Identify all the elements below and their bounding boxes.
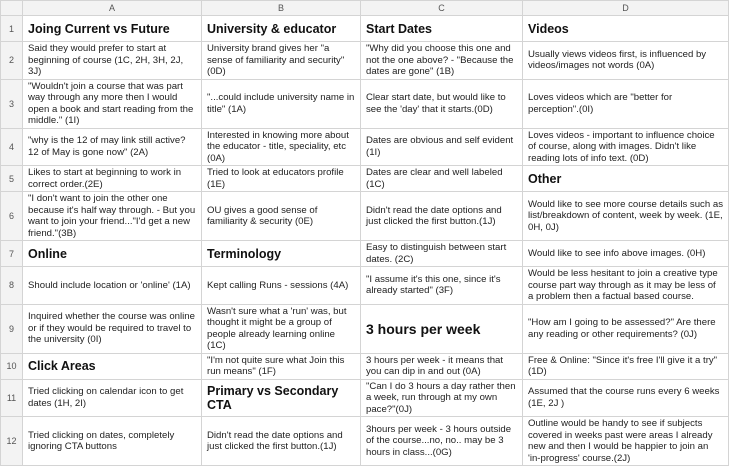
table-row <box>1 192 729 241</box>
cell-c3[interactable]: Clear start date, but would like to see the 'day' that it starts.(0D) <box>361 79 523 128</box>
cell-d8[interactable]: Would be less hesitant to join a creative type course part way through as it may be less of a problem then a factual based course. <box>523 267 729 305</box>
cell-d6[interactable]: Would like to see more course details such as list/breakdown of content, week by week. (1E, 0H, 0J) <box>523 192 729 241</box>
cell-a1[interactable]: Joing Current vs Future <box>23 16 202 42</box>
cell-a5[interactable]: Likes to start at beginning to work in correct order.(2E) <box>23 166 202 192</box>
cell-d3[interactable]: Loves videos which are "better for perception".(0I) <box>523 79 729 128</box>
cell-c2[interactable]: "Why did you choose this one and not the one above? - "Because the dates are gone" (1B) <box>361 42 523 80</box>
cell-a9[interactable]: Inquired whether the course was online or if they would be required to travel to the university (0I) <box>23 304 202 353</box>
cell-c9[interactable]: 3 hours per week <box>361 304 523 353</box>
row-header[interactable]: 1 <box>1 16 23 42</box>
cell-a7[interactable]: Online <box>23 241 202 267</box>
cell-c1[interactable]: Start Dates <box>361 16 523 42</box>
cell-b6[interactable]: OU gives a good sense of familiarity & security (0E) <box>202 192 361 241</box>
row-header[interactable]: 5 <box>1 166 23 192</box>
cell-d10[interactable]: Free & Online: "Since it's free I'll give it a try" (1D) <box>523 353 729 379</box>
row-header[interactable]: 11 <box>1 379 23 417</box>
row-header[interactable]: 12 <box>1 417 23 466</box>
cell-d12[interactable]: Outline would be handy to see if subjects covered in weeks past were areas I already new and then I would be happier to join an 'in-progress' course.(2J) <box>523 417 729 466</box>
column-header-c[interactable]: C <box>361 1 523 16</box>
table-row <box>1 79 729 128</box>
cell-c8[interactable]: "I assume it's this one, since it's already started" (3F) <box>361 267 523 305</box>
cell-d2[interactable]: Usually views videos first, is influenced by videos/images not words (0A) <box>523 42 729 80</box>
cell-d4[interactable]: Loves videos - important to influence choice of course, along with images. Didn't like reading lots of info text. (0D) <box>523 128 729 166</box>
cell-b9[interactable]: Wasn't sure what a 'run' was, but thought it might be a group of people already learning online (1C) <box>202 304 361 353</box>
cell-b7[interactable]: Terminology <box>202 241 361 267</box>
column-header-d[interactable]: D <box>523 1 729 16</box>
cell-b5[interactable]: Tried to look at educators profile (1E) <box>202 166 361 192</box>
table-row <box>1 304 729 353</box>
row-header[interactable]: 2 <box>1 42 23 80</box>
select-all-corner[interactable] <box>1 1 23 16</box>
table-row <box>1 241 729 267</box>
cell-b12[interactable]: Didn't read the date options and just clicked the first button.(1J) <box>202 417 361 466</box>
cell-b11[interactable]: Primary vs Secondary CTA <box>202 379 361 417</box>
cell-a10[interactable]: Click Areas <box>23 353 202 379</box>
table-row <box>1 379 729 417</box>
cell-b4[interactable]: Interested in knowing more about the educator - title, speciality, etc (0A) <box>202 128 361 166</box>
cell-c6[interactable]: Didn't read the date options and just clicked the first button.(1J) <box>361 192 523 241</box>
cell-a4[interactable]: "why is the 12 of may link still active? 12 of May is gone now" (2A) <box>23 128 202 166</box>
cell-d7[interactable]: Would like to see info above images. (0H) <box>523 241 729 267</box>
row-header[interactable]: 4 <box>1 128 23 166</box>
cell-b8[interactable]: Kept calling Runs - sessions (4A) <box>202 267 361 305</box>
cell-c10[interactable]: 3 hours per week - it means that you can dip in and out (0A) <box>361 353 523 379</box>
table-row <box>1 16 729 42</box>
cell-d1[interactable]: Videos <box>523 16 729 42</box>
cell-b2[interactable]: University brand gives her "a sense of familiarity and security" (0D) <box>202 42 361 80</box>
cell-a6[interactable]: "I don't want to join the other one because it's half way through. - But you want to join your friend..."I'd get a new friend."(3B) <box>23 192 202 241</box>
cell-a12[interactable]: Tried clicking on dates, completely ignoring CTA buttons <box>23 417 202 466</box>
row-header[interactable]: 10 <box>1 353 23 379</box>
row-header[interactable]: 3 <box>1 79 23 128</box>
cell-b3[interactable]: "...could include university name in title" (1A) <box>202 79 361 128</box>
cell-a8[interactable]: Should include location or 'online' (1A) <box>23 267 202 305</box>
table-row <box>1 128 729 166</box>
cell-d11[interactable]: Assumed that the course runs every 6 weeks (1E, 2J ) <box>523 379 729 417</box>
cell-a11[interactable]: Tried clicking on calendar icon to get dates (1H, 2I) <box>23 379 202 417</box>
table-row <box>1 267 729 305</box>
row-header[interactable]: 9 <box>1 304 23 353</box>
column-header-a[interactable]: A <box>23 1 202 16</box>
table-row <box>1 353 729 379</box>
row-header[interactable]: 7 <box>1 241 23 267</box>
row-header[interactable]: 6 <box>1 192 23 241</box>
cell-d9[interactable]: "How am I going to be assessed?" Are there any reading or other requirements? (0J) <box>523 304 729 353</box>
cell-c7[interactable]: Easy to distinguish between start dates. (2C) <box>361 241 523 267</box>
cell-b1[interactable]: University & educator <box>202 16 361 42</box>
cell-a3[interactable]: "Wouldn't join a course that was part way through any more then I would open a book and start reading from the middle." (1I) <box>23 79 202 128</box>
cell-c12[interactable]: 3hours per week - 3 hours outside of the course...no, no.. may be 3 hours in class...(0G) <box>361 417 523 466</box>
table-row <box>1 42 729 80</box>
column-header-b[interactable]: B <box>202 1 361 16</box>
row-header[interactable]: 8 <box>1 267 23 305</box>
table-row <box>1 166 729 192</box>
cell-c5[interactable]: Dates are clear and well labeled (1C) <box>361 166 523 192</box>
cell-d5[interactable]: Other <box>523 166 729 192</box>
cell-c4[interactable]: Dates are obvious and self evident (1I) <box>361 128 523 166</box>
cell-c11[interactable]: "Can I do 3 hours a day rather then a week, run through at my own pace?"(0J) <box>361 379 523 417</box>
table-row <box>1 417 729 466</box>
cell-b10[interactable]: "I'm not quite sure what Join this run means" (1F) <box>202 353 361 379</box>
cell-a2[interactable]: Said they would prefer to start at beginning of course (1C, 2H, 3H, 2J, 3J) <box>23 42 202 80</box>
